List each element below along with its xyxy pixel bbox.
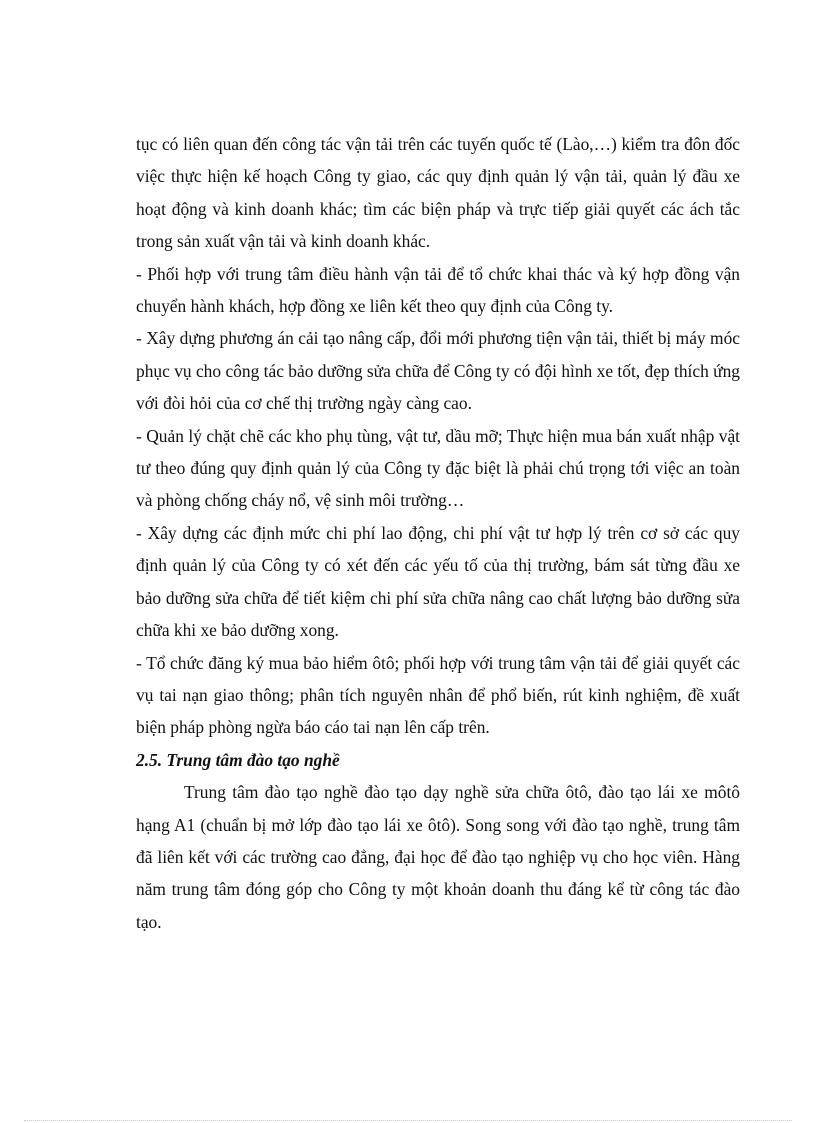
document-page — [136, 128, 740, 938]
page-bottom-divider — [24, 1120, 792, 1121]
paragraph-insurance: - Tổ chức đăng ký mua bảo hiểm ôtô; phối hợp với trung tâm vận tải để giải quyết các vụ tai nạn giao thông; phân tích nguyên nhân để phổ biến, rút kinh nghiệm, đề xuất biện pháp phòng ngừa báo cáo tai nạn lên cấp trên. — [136, 652, 740, 738]
paragraph-upgrade-plan: - Xây dựng phương án cải tạo nâng cấp, đổi mới phương tiện vận tải, thiết bị máy móc phục vụ cho công tác bảo dưỡng sửa chữa để Công ty có đội hình xe tốt, đẹp thích ứng với đòi hỏi của cơ chế thị trường ngày càng cao. — [136, 328, 740, 414]
paragraph-coordination: - Phối hợp với trung tâm điều hành vận tải để tổ chức khai thác và ký hợp đồng vận chuyển hành khách, hợp đồng xe liên kết theo quy định của Công ty. — [136, 263, 740, 317]
paragraph-warehouse-management: - Quản lý chặt chẽ các kho phụ tùng, vật tư, dầu mỡ; Thực hiện mua bán xuất nhập vật tư theo đúng quy định quản lý của Công ty đặc biệt là phải chú trọng tới việc an toàn và phòng chống cháy nổ, vệ sinh môi trường… — [136, 425, 740, 511]
paragraph-cost-norms: - Xây dựng các định mức chi phí lao động, chi phí vật tư hợp lý trên cơ sở các quy định quản lý của Công ty có xét đến các yếu tố của thị trường, bám sát từng đầu xe bảo dưỡng sửa chữa để tiết kiệm chi phí sửa chữa nâng cao chất lượng bảo dưỡng sửa chữa khi xe bảo dưỡng xong. — [136, 522, 740, 641]
section-heading: 2.5. Trung tâm đào tạo nghề — [136, 749, 340, 770]
paragraph-training-center: Trung tâm đào tạo nghề đào tạo dạy nghề sửa chữa ôtô, đào tạo lái xe môtô hạng A1 (chuẩn bị mở lớp đào tạo lái xe ôtô). Song song với đào tạo nghề, trung tâm đã liên kết với các trường cao đẳng, đại học để đào tạo nghiệp vụ cho học viên. Hàng năm trung tâm đóng góp cho Công ty một khoản doanh thu đáng kể từ công tác đào tạo. — [136, 782, 740, 932]
paragraph-transport-duties: tục có liên quan đến công tác vận tải trên các tuyến quốc tế (Lào,…) kiểm tra đôn đốc việc thực hiện kế hoạch Công ty giao, các quy định quản lý vận tải, quản lý đầu xe hoạt động và kinh doanh khác; tìm các biện pháp và trực tiếp giải quyết các ách tắc trong sản xuất vận tải và kinh doanh khác. — [136, 134, 740, 252]
